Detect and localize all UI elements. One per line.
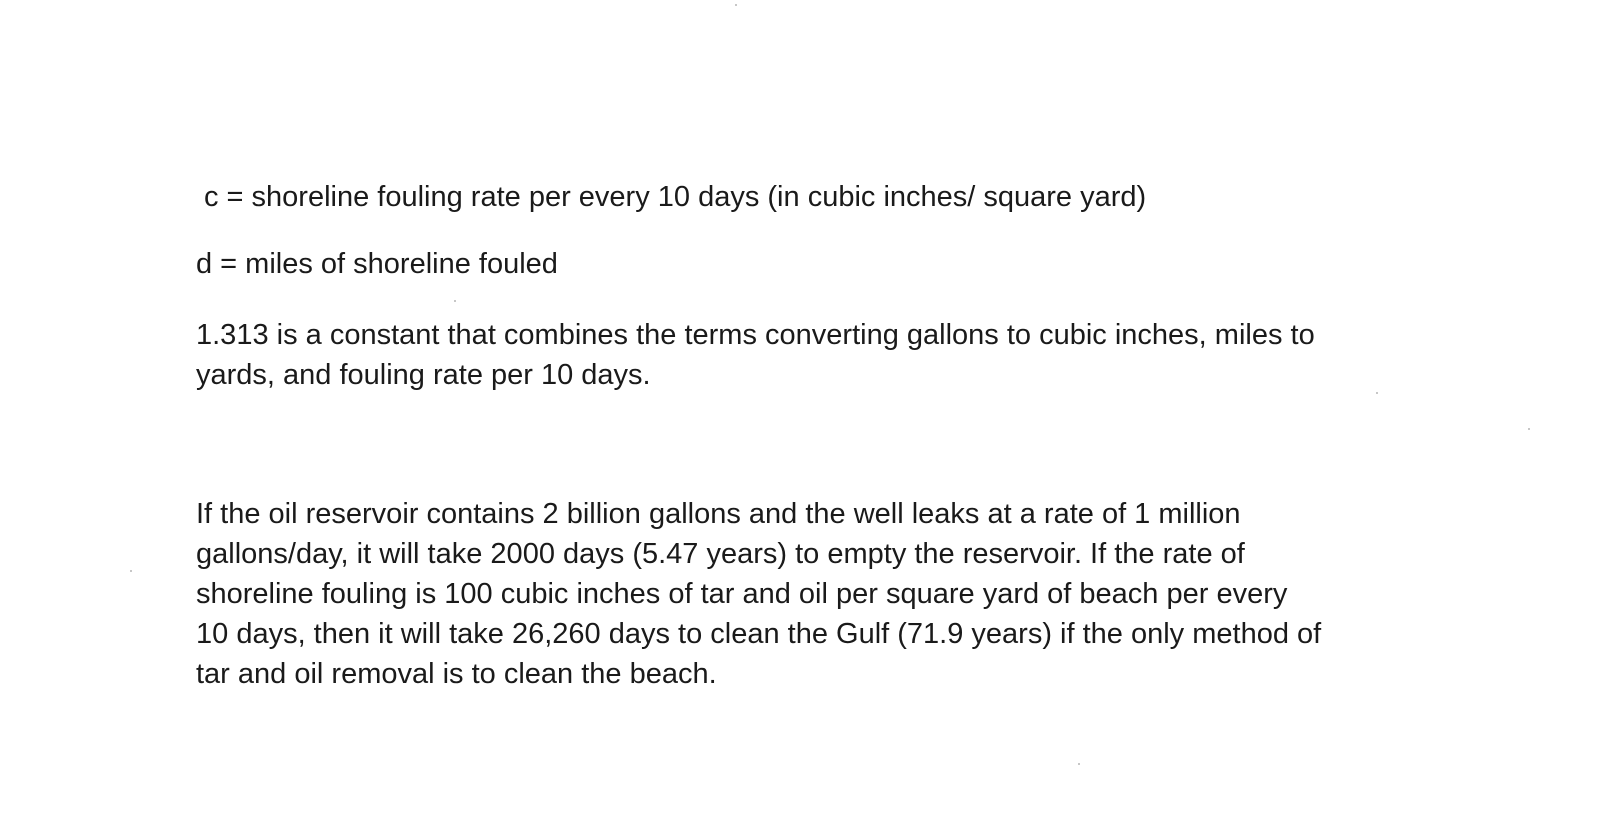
constant-note-line: yards, and fouling rate per 10 days. xyxy=(196,359,651,391)
constant-note-line: 1.313 is a constant that combines the terms converting gallons to cubic inches, miles to xyxy=(196,319,1315,351)
scan-speck xyxy=(1528,428,1530,430)
scenario-line: If the oil reservoir contains 2 billion gallons and the well leaks at a rate of 1 million xyxy=(196,498,1241,530)
scenario-line: tar and oil removal is to clean the beach. xyxy=(196,658,717,690)
scenario-line: 10 days, then it will take 26,260 days to clean the Gulf (71.9 years) if the only method of xyxy=(196,618,1322,650)
scan-speck xyxy=(735,4,737,6)
scan-speck xyxy=(1078,763,1080,765)
scan-speck xyxy=(130,570,132,572)
definition-d-text: d = miles of shoreline fouled xyxy=(196,248,558,280)
definition-c xyxy=(204,177,1464,217)
scenario-paragraph xyxy=(196,494,1456,694)
definition-c-text: c = shoreline fouling rate per every 10 days (in cubic inches/ square yard) xyxy=(204,181,1147,213)
scan-speck xyxy=(1376,392,1378,394)
scenario-line: gallons/day, it will take 2000 days (5.47 years) to empty the reservoir. If the rate of xyxy=(196,538,1245,570)
scan-speck xyxy=(454,300,456,302)
scenario-line: shoreline fouling is 100 cubic inches of tar and oil per square yard of beach per every xyxy=(196,578,1288,610)
constant-note-paragraph xyxy=(196,315,1456,395)
definition-d xyxy=(196,244,1456,284)
